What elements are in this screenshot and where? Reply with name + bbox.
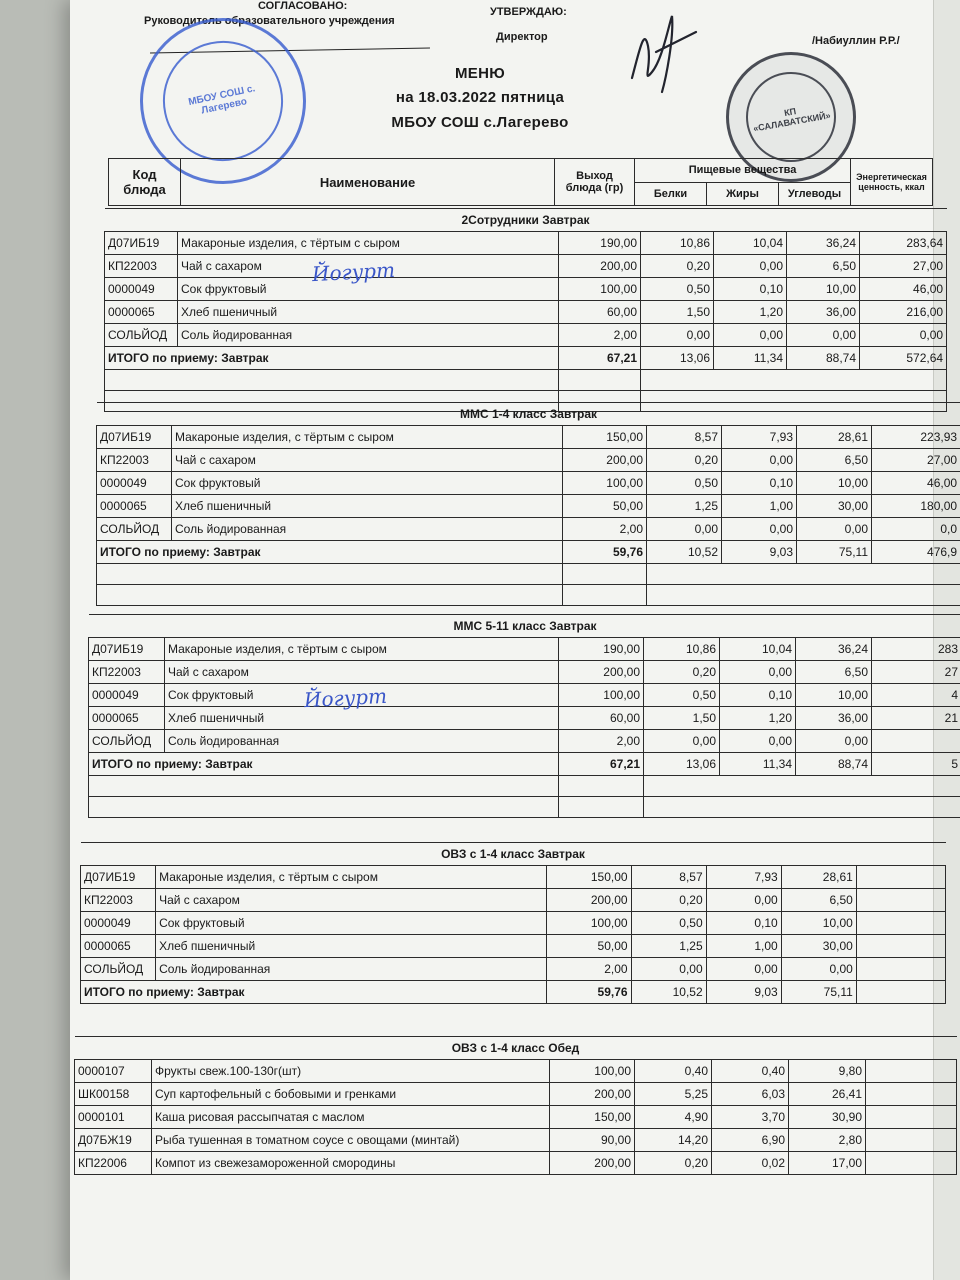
cell-yield: 200,00: [547, 889, 631, 912]
cell-b: 4,90: [635, 1106, 712, 1129]
cell-name: Чай с сахаром: [178, 255, 559, 278]
table-row: [75, 1083, 957, 1106]
total-e: 476,9: [872, 541, 960, 564]
blank-cell: [89, 797, 559, 818]
cell-c: 10,00: [796, 684, 872, 707]
cell-name: Сок фруктовый: [156, 912, 547, 935]
cell-yield: 50,00: [563, 495, 647, 518]
total-b: 13,06: [641, 347, 714, 370]
cell-name: Чай с сахаром: [156, 889, 547, 912]
cell-name: Хлеб пшеничный: [156, 935, 547, 958]
cell-f: 0,00: [722, 449, 797, 472]
agreed-label: СОГЛАСОВАНО:: [258, 0, 348, 12]
cell-code: 0000049: [97, 472, 172, 495]
header-nutrients: Пищевые вещества: [635, 159, 851, 183]
cell-yield: 2,00: [559, 324, 641, 347]
cell-c: 30,90: [789, 1106, 866, 1129]
cell-code: 0000107: [75, 1060, 152, 1083]
total-f: 9,03: [706, 981, 781, 1004]
cell-code: Д07БЖ19: [75, 1129, 152, 1152]
section-title: ОВЗ с 1-4 класс Завтрак: [81, 843, 946, 866]
cell-c: 28,61: [781, 866, 856, 889]
total-e: [856, 981, 945, 1004]
cell-name: Чай с сахаром: [165, 661, 559, 684]
cell-e: 180,00: [872, 495, 960, 518]
cell-b: 10,86: [644, 638, 720, 661]
cell-yield: 100,00: [563, 472, 647, 495]
cell-b: 1,25: [647, 495, 722, 518]
cell-name: Хлеб пшеничный: [165, 707, 559, 730]
cell-b: 1,50: [644, 707, 720, 730]
cell-e: [856, 958, 945, 981]
total-c: 88,74: [796, 753, 872, 776]
cell-e: 21: [872, 707, 960, 730]
director-label: Директор: [496, 31, 548, 43]
total-label: ИТОГО по приему: Завтрак: [97, 541, 563, 564]
total-b: 10,52: [647, 541, 722, 564]
cell-code: КП22003: [81, 889, 156, 912]
cell-f: 0,00: [706, 958, 781, 981]
cell-b: 1,25: [631, 935, 706, 958]
table-row: [81, 866, 946, 889]
cell-b: 5,25: [635, 1083, 712, 1106]
cell-c: 36,00: [796, 707, 872, 730]
table-row: [75, 1106, 957, 1129]
total-yield: 59,76: [563, 541, 647, 564]
cell-name: Каша рисовая рассыпчатая с маслом: [152, 1106, 550, 1129]
total-row: [97, 541, 960, 564]
cell-f: 0,02: [712, 1152, 789, 1175]
cell-f: 0,00: [714, 324, 787, 347]
cell-code: СОЛЬЙОД: [89, 730, 165, 753]
cell-yield: 2,00: [547, 958, 631, 981]
cell-name: Хлеб пшеничный: [172, 495, 563, 518]
cell-f: 0,00: [706, 889, 781, 912]
cell-f: 0,00: [714, 255, 787, 278]
cell-e: 216,00: [860, 301, 947, 324]
table-row: [81, 958, 946, 981]
cell-f: 6,90: [712, 1129, 789, 1152]
total-label: ИТОГО по приему: Завтрак: [81, 981, 547, 1004]
blank-cell: [563, 564, 647, 585]
cell-c: 26,41: [789, 1083, 866, 1106]
cell-name: Сок фруктовый: [165, 684, 559, 707]
school-stamp-text: МБОУ СОШ с. Лагерево: [152, 30, 293, 171]
menu-section-table: [80, 842, 946, 1004]
blank-cell: [647, 564, 960, 585]
cell-f: 10,04: [720, 638, 796, 661]
total-row: [81, 981, 946, 1004]
cell-e: [866, 1152, 957, 1175]
total-f: 11,34: [720, 753, 796, 776]
cell-e: [856, 912, 945, 935]
total-label: ИТОГО по приему: Завтрак: [89, 753, 559, 776]
cell-b: 0,00: [631, 958, 706, 981]
cell-b: 0,50: [644, 684, 720, 707]
supplier-stamp-text: КП «САЛАВАТСКИЙ»: [738, 64, 843, 169]
table-row: [105, 232, 947, 255]
cell-b: 0,00: [647, 518, 722, 541]
cell-code: 0000101: [75, 1106, 152, 1129]
cell-name: Суп картофельный с бобовыми и гренками: [152, 1083, 550, 1106]
cell-e: 0,0: [872, 518, 960, 541]
cell-code: 0000065: [97, 495, 172, 518]
cell-f: 7,93: [722, 426, 797, 449]
cell-e: [856, 935, 945, 958]
blank-cell: [559, 776, 644, 797]
section-title: ОВЗ с 1-4 класс Обед: [75, 1037, 957, 1060]
cell-name: Соль йодированная: [178, 324, 559, 347]
cell-b: 0,20: [631, 889, 706, 912]
cell-e: [872, 730, 960, 753]
table-row: [97, 426, 960, 449]
blank-row: [97, 564, 960, 585]
cell-f: 6,03: [712, 1083, 789, 1106]
total-yield: 67,21: [559, 347, 641, 370]
director-signature-icon: [622, 8, 702, 98]
table-row: [97, 518, 960, 541]
cell-yield: 150,00: [550, 1106, 635, 1129]
cell-f: 0,00: [720, 730, 796, 753]
header-carbs: Углеводы: [779, 182, 851, 206]
page-title: МЕНЮ: [454, 65, 505, 82]
cell-c: 36,00: [787, 301, 860, 324]
table-row: [97, 495, 960, 518]
cell-c: 6,50: [787, 255, 860, 278]
cell-yield: 200,00: [550, 1152, 635, 1175]
blank-cell: [97, 585, 563, 606]
cell-e: 27,00: [872, 449, 960, 472]
cell-f: 10,04: [714, 232, 787, 255]
cell-yield: 200,00: [559, 661, 644, 684]
cell-b: 0,20: [635, 1152, 712, 1175]
cell-yield: 100,00: [559, 278, 641, 301]
total-row: [89, 753, 960, 776]
handwritten-note: Йогурт: [311, 257, 396, 287]
cell-e: 27: [872, 661, 960, 684]
cell-yield: 200,00: [550, 1083, 635, 1106]
blank-row: [89, 797, 960, 818]
cell-yield: 100,00: [559, 684, 644, 707]
blank-row: [97, 585, 960, 606]
section-title: ММС 1-4 класс Завтрак: [97, 403, 960, 426]
table-row: [97, 472, 960, 495]
cell-c: 10,00: [797, 472, 872, 495]
cell-e: 46,00: [860, 278, 947, 301]
cell-b: 0,50: [641, 278, 714, 301]
cell-e: 223,93: [872, 426, 960, 449]
table-row: [75, 1152, 957, 1175]
blank-cell: [563, 585, 647, 606]
cell-b: 0,20: [641, 255, 714, 278]
table-row: [89, 661, 960, 684]
cell-yield: 90,00: [550, 1129, 635, 1152]
cell-b: 0,40: [635, 1060, 712, 1083]
cell-yield: 2,00: [559, 730, 644, 753]
cell-code: КП22003: [105, 255, 178, 278]
handwritten-note: Йогурт: [303, 683, 388, 713]
table-row: [105, 324, 947, 347]
cell-code: Д07ИБ19: [97, 426, 172, 449]
cell-c: 36,24: [787, 232, 860, 255]
cell-f: 0,00: [720, 661, 796, 684]
cell-yield: 2,00: [563, 518, 647, 541]
cell-f: 3,70: [712, 1106, 789, 1129]
table-row: [75, 1060, 957, 1083]
cell-e: [866, 1106, 957, 1129]
section-title: 2Сотрудники Завтрак: [105, 209, 947, 232]
menu-date: на 18.03.2022 пятница: [395, 89, 565, 106]
cell-b: 0,20: [647, 449, 722, 472]
cell-code: 0000049: [81, 912, 156, 935]
cell-f: 0,10: [722, 472, 797, 495]
total-yield: 59,76: [547, 981, 631, 1004]
cell-yield: 100,00: [547, 912, 631, 935]
header-name: Наименование: [181, 159, 555, 206]
total-f: 11,34: [714, 347, 787, 370]
blank-cell: [559, 797, 644, 818]
cell-e: 283: [872, 638, 960, 661]
cell-name: Макароные изделия, с тёртым с сыром: [165, 638, 559, 661]
cell-name: Макароные изделия, с тёртым с сыром: [156, 866, 547, 889]
school-name: МБОУ СОШ с.Лагерево: [391, 114, 569, 131]
table-row: [105, 255, 947, 278]
cell-yield: 60,00: [559, 707, 644, 730]
cell-code: СОЛЬЙОД: [81, 958, 156, 981]
cell-e: [866, 1129, 957, 1152]
blank-cell: [641, 370, 947, 391]
cell-b: 1,50: [641, 301, 714, 324]
blank-row: [105, 370, 947, 391]
table-row: [105, 278, 947, 301]
blank-cell: [644, 797, 960, 818]
blank-cell: [97, 564, 563, 585]
cell-code: 0000049: [89, 684, 165, 707]
total-b: 13,06: [644, 753, 720, 776]
header-code: Код блюда: [109, 159, 181, 206]
cell-code: Д07ИБ19: [89, 638, 165, 661]
cell-name: Чай с сахаром: [172, 449, 563, 472]
blank-cell: [647, 585, 960, 606]
total-c: 75,11: [797, 541, 872, 564]
cell-e: [856, 866, 945, 889]
cell-e: [866, 1060, 957, 1083]
cell-name: Компот из свежезамороженной смородины: [152, 1152, 550, 1175]
section-title: ММС 5-11 класс Завтрак: [89, 615, 960, 638]
approve-label: УТВЕРЖДАЮ:: [490, 6, 567, 18]
cell-e: 0,00: [860, 324, 947, 347]
table-row: [97, 449, 960, 472]
cell-c: 30,00: [797, 495, 872, 518]
cell-code: 0000065: [105, 301, 178, 324]
cell-e: [856, 889, 945, 912]
total-e: 572,64: [860, 347, 947, 370]
cell-name: Сок фруктовый: [172, 472, 563, 495]
cell-c: 10,00: [787, 278, 860, 301]
cell-code: КП22003: [97, 449, 172, 472]
cell-b: 0,50: [631, 912, 706, 935]
menu-section-table: [88, 614, 960, 818]
table-row: [89, 730, 960, 753]
blank-cell: [644, 776, 960, 797]
table-row: [75, 1129, 957, 1152]
cell-e: 46,00: [872, 472, 960, 495]
cell-f: 7,93: [706, 866, 781, 889]
cell-c: 0,00: [781, 958, 856, 981]
total-row: [105, 347, 947, 370]
cell-code: СОЛЬЙОД: [97, 518, 172, 541]
cell-b: 0,00: [644, 730, 720, 753]
cell-code: Д07ИБ19: [105, 232, 178, 255]
table-row: [81, 889, 946, 912]
cell-name: Рыба тушенная в томатном соусе с овощами (минтай): [152, 1129, 550, 1152]
total-e: 5: [872, 753, 960, 776]
cell-name: Макароные изделия, с тёртым с сыром: [172, 426, 563, 449]
cell-c: 9,80: [789, 1060, 866, 1083]
header-proteins: Белки: [635, 182, 707, 206]
cell-b: 14,20: [635, 1129, 712, 1152]
blank-cell: [559, 370, 641, 391]
cell-b: 10,86: [641, 232, 714, 255]
header-energy: Энергетическая ценность, ккал: [851, 159, 933, 206]
director-name: /Набиуллин Р.Р./: [812, 35, 900, 47]
cell-name: Сок фруктовый: [178, 278, 559, 301]
total-f: 9,03: [722, 541, 797, 564]
cell-code: КП22003: [89, 661, 165, 684]
total-c: 75,11: [781, 981, 856, 1004]
table-row: [89, 707, 960, 730]
header-yield: Выход блюда (гр): [555, 159, 635, 206]
cell-b: 0,50: [647, 472, 722, 495]
cell-f: 1,20: [714, 301, 787, 324]
cell-yield: 150,00: [563, 426, 647, 449]
column-header-table: [108, 158, 933, 206]
menu-section-table: [74, 1036, 957, 1175]
cell-c: 0,00: [787, 324, 860, 347]
cell-name: Хлеб пшеничный: [178, 301, 559, 324]
cell-b: 8,57: [647, 426, 722, 449]
blank-cell: [105, 370, 559, 391]
cell-c: 2,80: [789, 1129, 866, 1152]
cell-code: КП22006: [75, 1152, 152, 1175]
total-yield: 67,21: [559, 753, 644, 776]
cell-f: 0,00: [722, 518, 797, 541]
cell-name: Соль йодированная: [172, 518, 563, 541]
cell-name: Макароные изделия, с тёртым с сыром: [178, 232, 559, 255]
cell-c: 6,50: [781, 889, 856, 912]
blank-row: [89, 776, 960, 797]
cell-c: 17,00: [789, 1152, 866, 1175]
cell-name: Фрукты свеж.100-130г(шт): [152, 1060, 550, 1083]
cell-f: 0,10: [720, 684, 796, 707]
cell-yield: 190,00: [559, 638, 644, 661]
total-b: 10,52: [631, 981, 706, 1004]
cell-c: 36,24: [796, 638, 872, 661]
cell-b: 0,20: [644, 661, 720, 684]
cell-yield: 60,00: [559, 301, 641, 324]
cell-b: 0,00: [641, 324, 714, 347]
cell-f: 0,40: [712, 1060, 789, 1083]
cell-c: 30,00: [781, 935, 856, 958]
total-label: ИТОГО по приему: Завтрак: [105, 347, 559, 370]
cell-c: 6,50: [796, 661, 872, 684]
menu-section-table: [104, 208, 947, 412]
menu-section-table: [96, 402, 960, 606]
table-row: [105, 301, 947, 324]
cell-code: 0000065: [89, 707, 165, 730]
cell-e: 4: [872, 684, 960, 707]
cell-yield: 50,00: [547, 935, 631, 958]
cell-c: 0,00: [797, 518, 872, 541]
cell-yield: 100,00: [550, 1060, 635, 1083]
head-of-institution-label: Руководитель образовательного учреждения: [144, 15, 395, 27]
cell-name: Соль йодированная: [165, 730, 559, 753]
table-row: [81, 935, 946, 958]
cell-code: 0000049: [105, 278, 178, 301]
blank-cell: [89, 776, 559, 797]
cell-code: Д07ИБ19: [81, 866, 156, 889]
cell-yield: 150,00: [547, 866, 631, 889]
table-row: [89, 684, 960, 707]
cell-e: [866, 1083, 957, 1106]
header-fats: Жиры: [707, 182, 779, 206]
cell-yield: 190,00: [559, 232, 641, 255]
table-row: [89, 638, 960, 661]
cell-yield: 200,00: [559, 255, 641, 278]
cell-e: 283,64: [860, 232, 947, 255]
cell-b: 8,57: [631, 866, 706, 889]
cell-yield: 200,00: [563, 449, 647, 472]
table-row: [81, 912, 946, 935]
cell-f: 0,10: [714, 278, 787, 301]
cell-code: ШК00158: [75, 1083, 152, 1106]
cell-c: 6,50: [797, 449, 872, 472]
cell-name: Соль йодированная: [156, 958, 547, 981]
total-c: 88,74: [787, 347, 860, 370]
cell-f: 1,00: [706, 935, 781, 958]
cell-f: 1,20: [720, 707, 796, 730]
cell-code: СОЛЬЙОД: [105, 324, 178, 347]
cell-c: 10,00: [781, 912, 856, 935]
cell-f: 1,00: [722, 495, 797, 518]
cell-c: 28,61: [797, 426, 872, 449]
cell-f: 0,10: [706, 912, 781, 935]
cell-e: 27,00: [860, 255, 947, 278]
cell-c: 0,00: [796, 730, 872, 753]
cell-code: 0000065: [81, 935, 156, 958]
